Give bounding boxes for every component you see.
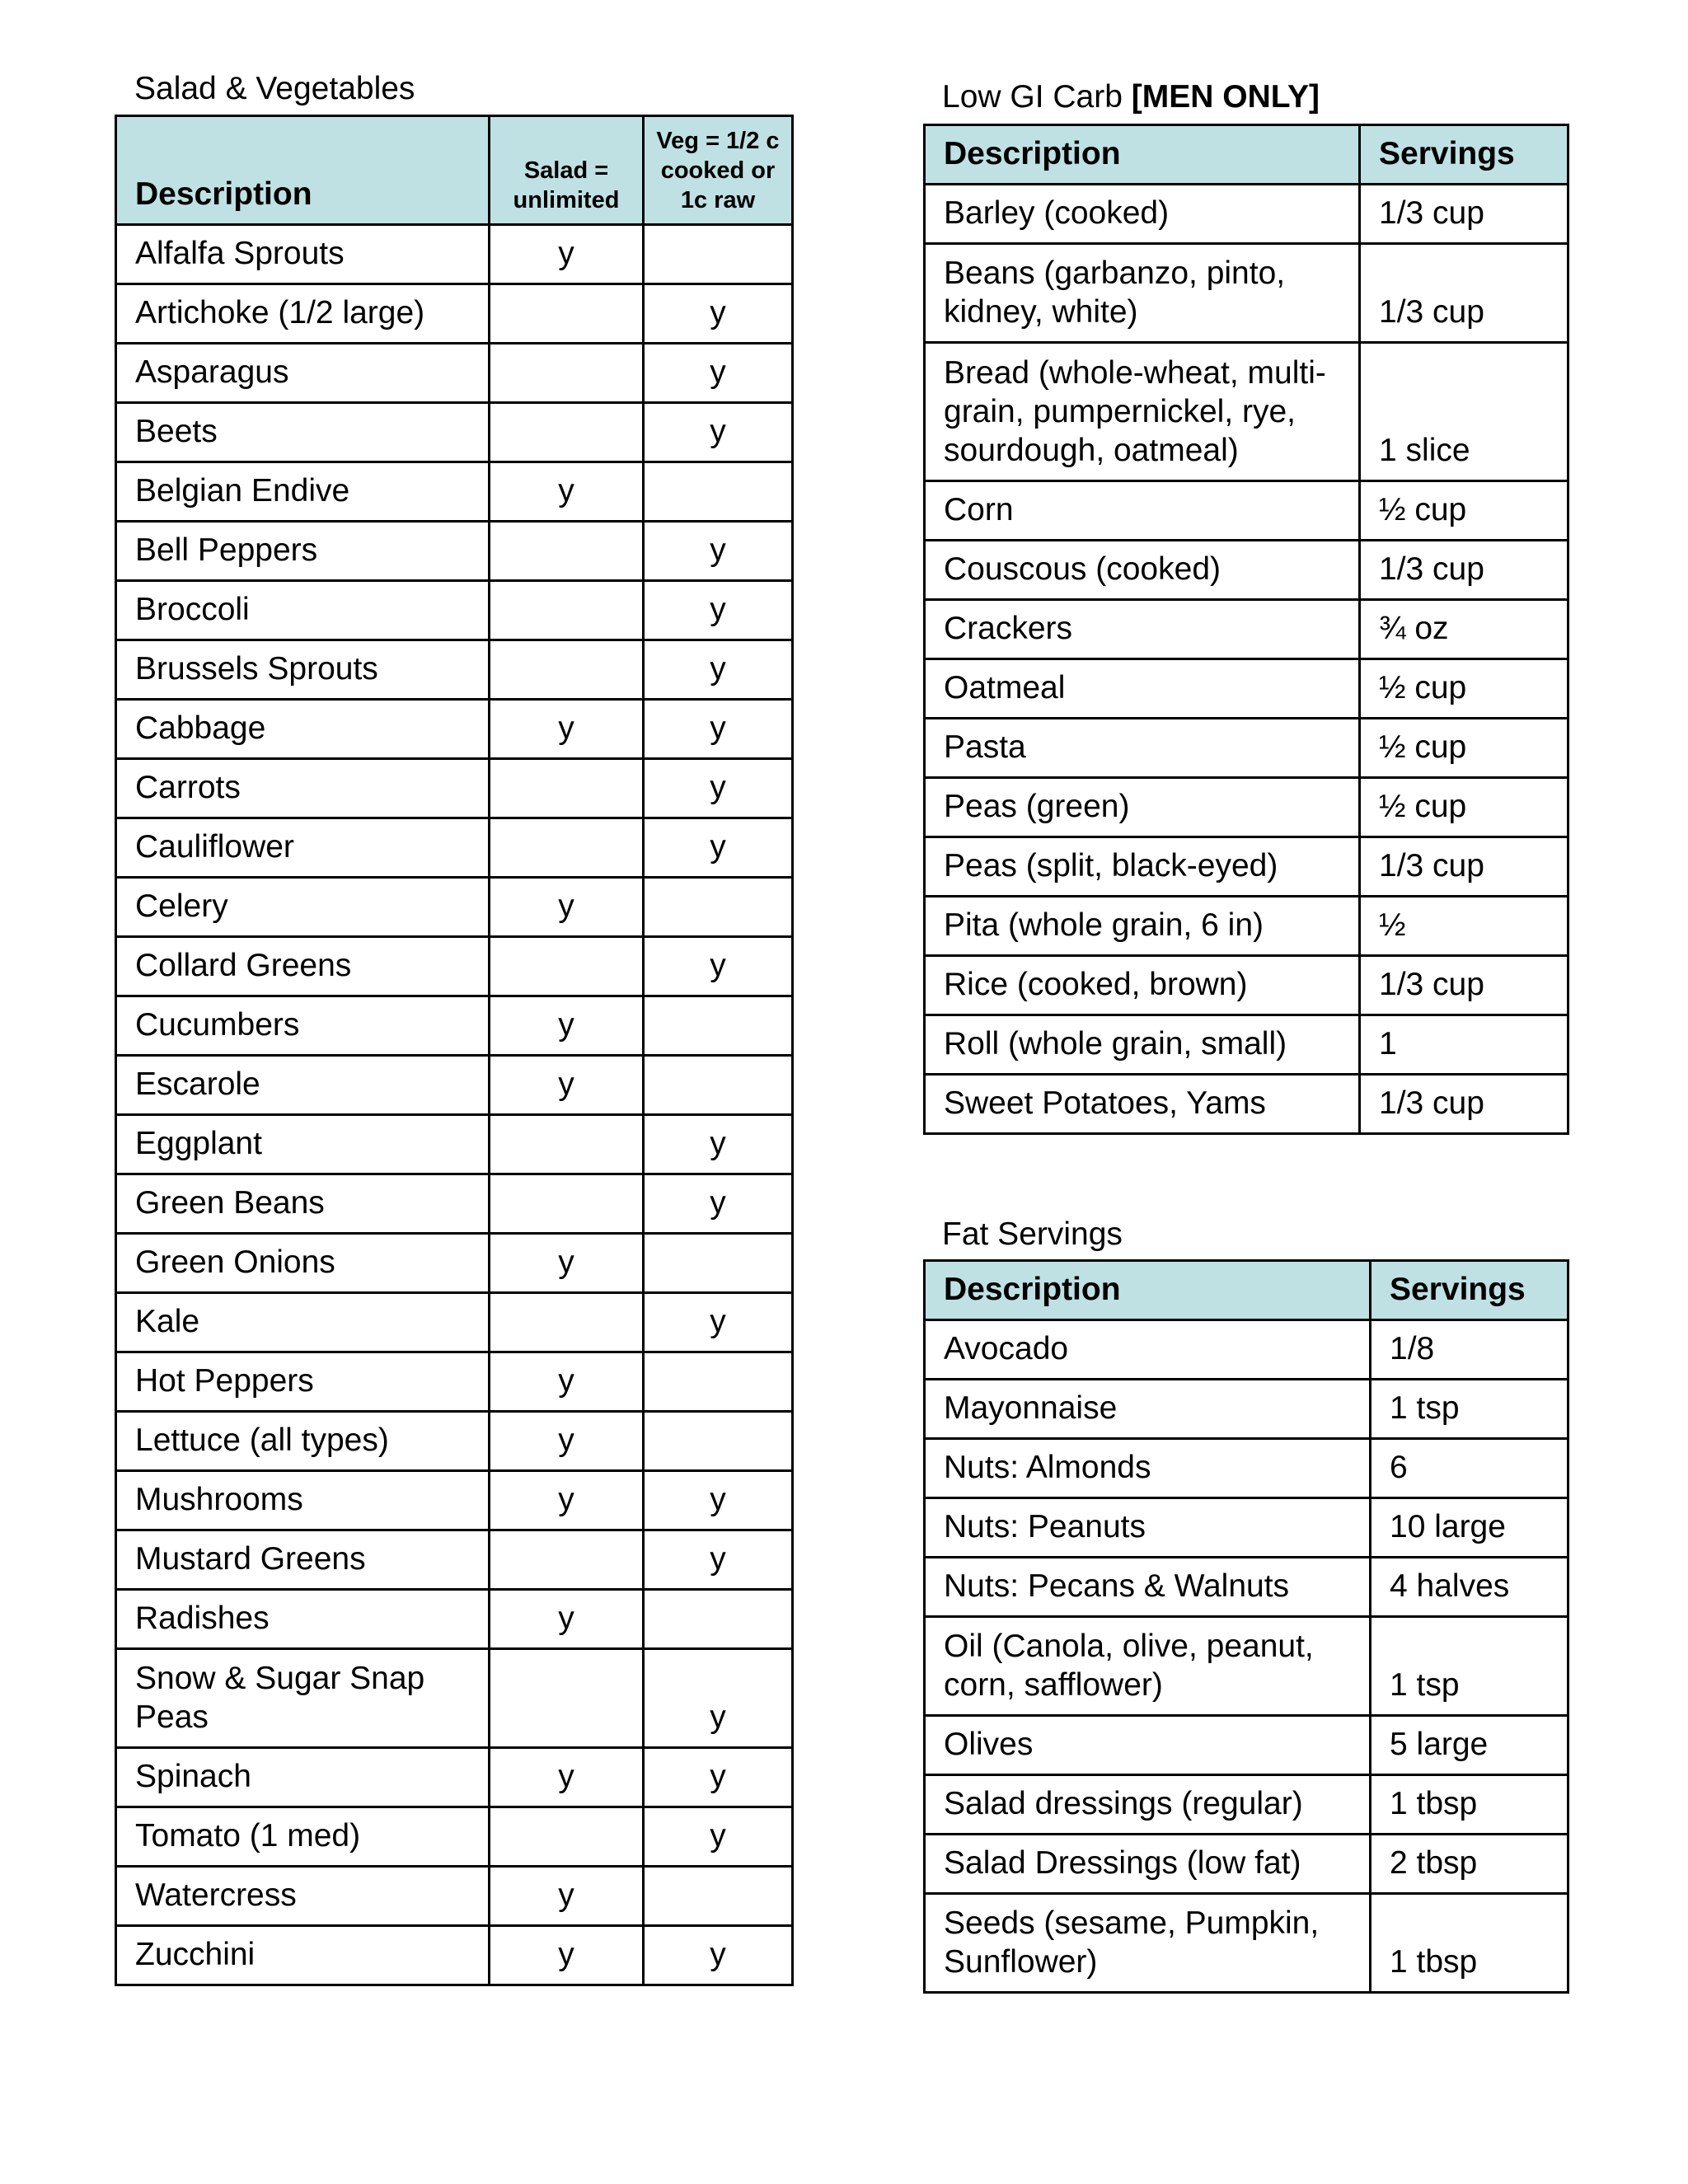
carbs-table <box>923 124 1569 1135</box>
cell-veg: y <box>644 818 793 878</box>
cell-description: Eggplant <box>116 1115 490 1174</box>
table-row <box>116 1352 793 1412</box>
cell-serving: 2 tbsp <box>1371 1835 1568 1894</box>
table-row <box>925 1716 1568 1775</box>
table-row <box>116 1649 793 1748</box>
cell-veg <box>644 1056 793 1115</box>
cell-veg: y <box>644 1293 793 1352</box>
cell-description: Sweet Potatoes, Yams <box>925 1075 1360 1134</box>
cell-serving: 10 large <box>1371 1498 1568 1558</box>
table-row <box>116 1748 793 1807</box>
vegetables-table <box>115 115 794 1986</box>
table-row <box>116 1293 793 1352</box>
cell-description: Green Beans <box>116 1174 490 1234</box>
table-row <box>925 600 1568 659</box>
table-row <box>925 659 1568 719</box>
cell-description: Mustard Greens <box>116 1530 490 1590</box>
cell-veg: y <box>644 1807 793 1867</box>
cell-serving: 1/3 cup <box>1360 837 1568 897</box>
cell-salad: y <box>490 700 644 759</box>
cell-serving: ½ cup <box>1360 481 1568 541</box>
cell-salad: y <box>490 996 644 1056</box>
cell-description: Watercress <box>116 1867 490 1926</box>
table-row <box>116 462 793 522</box>
carbs-body <box>925 185 1568 1134</box>
cell-veg: y <box>644 1530 793 1590</box>
table-row <box>925 1320 1568 1380</box>
table-row <box>925 1894 1568 1993</box>
cell-description: Bell Peppers <box>116 522 490 581</box>
cell-serving: 1 <box>1360 1015 1568 1075</box>
header-servings: Servings <box>1371 1261 1568 1320</box>
header-description: Description <box>925 125 1360 185</box>
table-row <box>925 1380 1568 1439</box>
cell-description: Zucchini <box>116 1926 490 1985</box>
table-row <box>925 1439 1568 1498</box>
cell-veg: y <box>644 700 793 759</box>
table-row <box>925 956 1568 1015</box>
cell-veg: y <box>644 640 793 700</box>
table-row <box>116 1867 793 1926</box>
table-row <box>116 1471 793 1530</box>
cell-salad <box>490 581 644 640</box>
cell-description: Seeds (sesame, Pumpkin, Sunflower) <box>925 1894 1371 1993</box>
carbs-caption-bold: [MEN ONLY] <box>1131 79 1320 115</box>
cell-salad: y <box>490 1748 644 1807</box>
table-header-row <box>925 1261 1568 1320</box>
cell-description: Barley (cooked) <box>925 185 1360 244</box>
cell-description: Radishes <box>116 1590 490 1649</box>
cell-salad <box>490 640 644 700</box>
table-row <box>116 640 793 700</box>
cell-description: Artichoke (1/2 large) <box>116 284 490 344</box>
cell-veg: y <box>644 403 793 462</box>
cell-description: Pasta <box>925 719 1360 778</box>
cell-salad: y <box>490 462 644 522</box>
table-row <box>925 185 1568 244</box>
table-row <box>925 1015 1568 1075</box>
cell-salad: y <box>490 1056 644 1115</box>
cell-veg: y <box>644 1471 793 1530</box>
cell-salad: y <box>490 1352 644 1412</box>
table-row <box>116 225 793 284</box>
table-row <box>116 937 793 996</box>
table-row <box>116 1115 793 1174</box>
table-row <box>116 818 793 878</box>
cell-description: Oatmeal <box>925 659 1360 719</box>
cell-veg: y <box>644 581 793 640</box>
cell-serving: ½ <box>1360 897 1568 956</box>
cell-veg: y <box>644 1748 793 1807</box>
table-row <box>116 700 793 759</box>
carbs-caption-text: Low GI Carb <box>942 79 1123 115</box>
table-row <box>116 878 793 937</box>
cell-salad <box>490 522 644 581</box>
table-row <box>925 719 1568 778</box>
cell-description: Mayonnaise <box>925 1380 1371 1439</box>
cell-salad <box>490 1293 644 1352</box>
cell-salad: y <box>490 1590 644 1649</box>
cell-serving: 1 tsp <box>1371 1380 1568 1439</box>
cell-veg: y <box>644 522 793 581</box>
cell-veg <box>644 878 793 937</box>
fats-body <box>925 1320 1568 1993</box>
cell-salad <box>490 937 644 996</box>
cell-description: Broccoli <box>116 581 490 640</box>
cell-description: Nuts: Almonds <box>925 1439 1371 1498</box>
cell-serving: 1/3 cup <box>1360 541 1568 600</box>
table-row <box>116 284 793 344</box>
cell-serving: ½ cup <box>1360 778 1568 837</box>
cell-serving: 1 tbsp <box>1371 1775 1568 1835</box>
cell-serving: ½ cup <box>1360 659 1568 719</box>
cell-salad <box>490 1807 644 1867</box>
cell-veg: y <box>644 284 793 344</box>
table-row <box>116 581 793 640</box>
table-row <box>116 1530 793 1590</box>
table-row <box>116 996 793 1056</box>
header-veg: Veg = 1/2 c cooked or 1c raw <box>644 116 793 225</box>
table-row <box>116 1234 793 1293</box>
cell-salad <box>490 1174 644 1234</box>
cell-salad <box>490 1115 644 1174</box>
table-row <box>925 837 1568 897</box>
cell-salad <box>490 759 644 818</box>
table-row <box>925 244 1568 343</box>
cell-description: Carrots <box>116 759 490 818</box>
cell-veg: y <box>644 344 793 403</box>
cell-veg: y <box>644 937 793 996</box>
cell-serving: ¾ oz <box>1360 600 1568 659</box>
table-row <box>925 1075 1568 1134</box>
cell-description: Escarole <box>116 1056 490 1115</box>
cell-description: Cucumbers <box>116 996 490 1056</box>
cell-veg <box>644 225 793 284</box>
cell-description: Mushrooms <box>116 1471 490 1530</box>
cell-serving: 1 slice <box>1360 343 1568 481</box>
table-row <box>116 403 793 462</box>
table-header-row <box>925 125 1568 185</box>
cell-veg <box>644 1234 793 1293</box>
table-row <box>116 759 793 818</box>
table-row <box>925 541 1568 600</box>
cell-serving: 1 tsp <box>1371 1617 1568 1716</box>
cell-description: Collard Greens <box>116 937 490 996</box>
cell-description: Brussels Sprouts <box>116 640 490 700</box>
table-row <box>925 1835 1568 1894</box>
carbs-caption <box>942 81 1320 113</box>
cell-description: Crackers <box>925 600 1360 659</box>
table-row <box>116 1590 793 1649</box>
cell-veg: y <box>644 1174 793 1234</box>
cell-salad <box>490 818 644 878</box>
table-row <box>116 1056 793 1115</box>
cell-description: Kale <box>116 1293 490 1352</box>
cell-salad: y <box>490 878 644 937</box>
cell-salad <box>490 344 644 403</box>
header-servings: Servings <box>1360 125 1568 185</box>
cell-description: Asparagus <box>116 344 490 403</box>
table-row <box>116 1174 793 1234</box>
cell-description: Beans (garbanzo, pinto, kidney, white) <box>925 244 1360 343</box>
cell-salad: y <box>490 1867 644 1926</box>
table-header-row <box>116 116 793 225</box>
cell-description: Olives <box>925 1716 1371 1775</box>
cell-veg <box>644 1590 793 1649</box>
cell-description: Spinach <box>116 1748 490 1807</box>
header-salad: Salad = unlimited <box>490 116 644 225</box>
table-row <box>925 1498 1568 1558</box>
fats-table <box>923 1259 1569 1994</box>
table-row <box>116 522 793 581</box>
cell-description: Celery <box>116 878 490 937</box>
cell-salad: y <box>490 1926 644 1985</box>
cell-description: Cauliflower <box>116 818 490 878</box>
cell-description: Salad dressings (regular) <box>925 1775 1371 1835</box>
cell-veg <box>644 996 793 1056</box>
table-row <box>925 778 1568 837</box>
cell-salad: y <box>490 1234 644 1293</box>
cell-veg <box>644 1352 793 1412</box>
cell-description: Peas (green) <box>925 778 1360 837</box>
cell-serving: 1/3 cup <box>1360 185 1568 244</box>
table-row <box>925 897 1568 956</box>
fats-caption: Fat Servings <box>942 1216 1123 1252</box>
cell-description: Tomato (1 med) <box>116 1807 490 1867</box>
table-row <box>925 481 1568 541</box>
cell-serving: 1/3 cup <box>1360 244 1568 343</box>
table-row <box>925 1617 1568 1716</box>
vegetables-body <box>116 225 793 1985</box>
cell-serving: 1 tbsp <box>1371 1894 1568 1993</box>
cell-description: Snow & Sugar Snap Peas <box>116 1649 490 1748</box>
cell-serving: 1/3 cup <box>1360 1075 1568 1134</box>
cell-description: Rice (cooked, brown) <box>925 956 1360 1015</box>
cell-description: Lettuce (all types) <box>116 1412 490 1471</box>
cell-veg: y <box>644 1926 793 1985</box>
cell-serving: 5 large <box>1371 1716 1568 1775</box>
cell-salad: y <box>490 1412 644 1471</box>
cell-veg: y <box>644 1115 793 1174</box>
cell-description: Pita (whole grain, 6 in) <box>925 897 1360 956</box>
cell-salad <box>490 403 644 462</box>
cell-description: Oil (Canola, olive, peanut, corn, safflower) <box>925 1617 1371 1716</box>
vegetables-caption: Salad & Vegetables <box>134 71 415 106</box>
cell-description: Belgian Endive <box>116 462 490 522</box>
cell-description: Salad Dressings (low fat) <box>925 1835 1371 1894</box>
cell-veg <box>644 1412 793 1471</box>
table-row <box>116 1807 793 1867</box>
cell-description: Green Onions <box>116 1234 490 1293</box>
cell-veg: y <box>644 759 793 818</box>
cell-description: Peas (split, black-eyed) <box>925 837 1360 897</box>
table-row <box>925 1775 1568 1835</box>
table-row <box>925 1558 1568 1617</box>
cell-description: Corn <box>925 481 1360 541</box>
table-row <box>925 343 1568 481</box>
cell-description: Couscous (cooked) <box>925 541 1360 600</box>
table-row <box>116 1412 793 1471</box>
cell-veg <box>644 462 793 522</box>
cell-description: Beets <box>116 403 490 462</box>
cell-salad: y <box>490 225 644 284</box>
cell-description: Nuts: Pecans & Walnuts <box>925 1558 1371 1617</box>
cell-salad <box>490 284 644 344</box>
cell-description: Cabbage <box>116 700 490 759</box>
header-description: Description <box>925 1261 1371 1320</box>
cell-description: Alfalfa Sprouts <box>116 225 490 284</box>
cell-description: Roll (whole grain, small) <box>925 1015 1360 1075</box>
cell-serving: ½ cup <box>1360 719 1568 778</box>
cell-veg <box>644 1867 793 1926</box>
cell-description: Nuts: Peanuts <box>925 1498 1371 1558</box>
cell-description: Bread (whole-wheat, multi-grain, pumpernickel, rye, sourdough, oatmeal) <box>925 343 1360 481</box>
cell-description: Avocado <box>925 1320 1371 1380</box>
header-description: Description <box>116 116 490 225</box>
cell-serving: 1/3 cup <box>1360 956 1568 1015</box>
cell-salad <box>490 1530 644 1590</box>
table-row <box>116 344 793 403</box>
cell-description: Hot Peppers <box>116 1352 490 1412</box>
cell-serving: 6 <box>1371 1439 1568 1498</box>
cell-salad: y <box>490 1471 644 1530</box>
cell-veg: y <box>644 1649 793 1748</box>
cell-serving: 4 halves <box>1371 1558 1568 1617</box>
cell-serving: 1/8 <box>1371 1320 1568 1380</box>
cell-salad <box>490 1649 644 1748</box>
table-row <box>116 1926 793 1985</box>
